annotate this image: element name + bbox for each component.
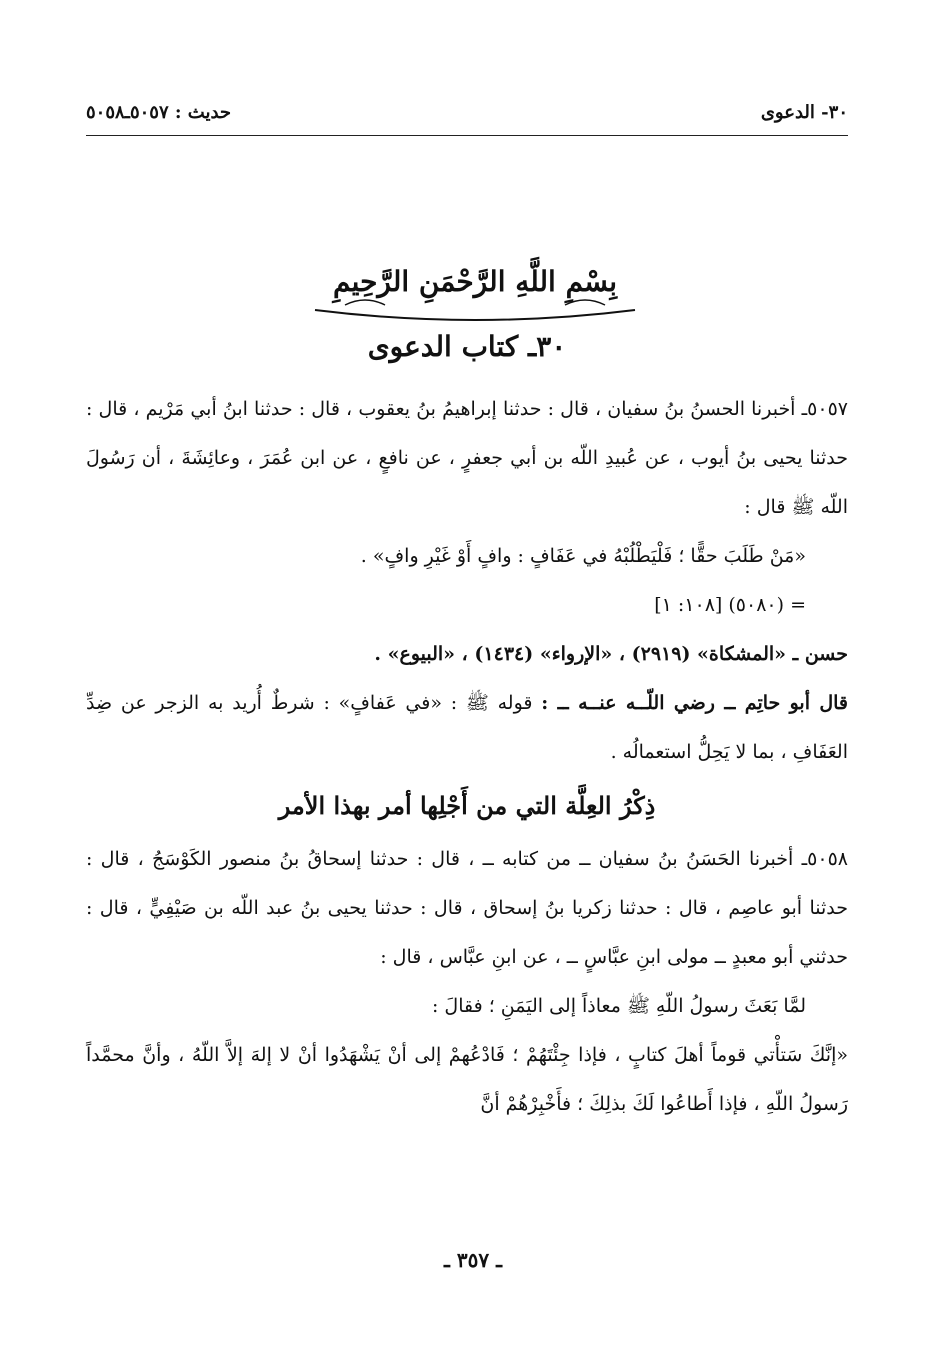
comment-author: قال أبو حاتِم ــ رضي اللّــه عنــه ــ : <box>541 692 849 714</box>
page-number: ـ ٣٥٧ ـ <box>444 1248 502 1272</box>
section-heading: ذِكْرُ العِلَّة التي من أَجْلِها أمر بهذا الأمر <box>278 791 656 820</box>
header-divider <box>86 135 848 136</box>
hadith-5057-isnad: ٥٠٥٧ـ أخبرنا الحسنُ بنُ سفيان ، قال : حدثنا إبراهيمُ بنُ يعقوب ، قال : حدثنا ابنُ أبي مَرْيم ، قال : حدثنا يحيى بنُ أيوب ، عن عُبيدِ اللّه بن أبي جعفرٍ ، عن نافعٍ ، عن ابن عُمَرَ ، وعائِشَةَ ، أن رَسُولَ اللّه ﷺ قال : <box>86 398 848 518</box>
header-hadith-range: حديث : ٥٠٥٧ـ٥٠٥٨ <box>86 101 232 123</box>
hadith-5057-comment <box>86 679 848 777</box>
book-title: ٣٠ـ كتاب الدعوى <box>367 330 567 363</box>
comment-text: قوله ﷺ : «في عَفافٍ» : شرطٌ أُريد به الزجر عن ضِدِّ العَفَافِ ، بما لا يَحِلُّ استعمالُه . <box>86 692 848 763</box>
basmala-ornament <box>305 255 645 325</box>
header-chapter: ٣٠- الدعوى <box>760 101 848 123</box>
hadith-5057-grading: حسن ـ «المشكاة» (٢٩١٩) ، «الإرواء» (١٤٣٤) ، «البيوع» . <box>374 643 848 665</box>
hadith-5057-reference: = (٥٠٨٠) [١٠٨: ١] <box>654 594 806 616</box>
hadith-5058-matn: «إنَّكَ سَتأْتي قوماً أهلَ كتابٍ ، فإذا جِئْتَهُمْ ؛ فَادْعُهمْ إلى أنْ يَشْهَدُوا أنْ لا إلهَ إلاَّ اللّهُ ، وأنَّ محمَّداً رَسولُ اللّهِ ، فإذا أَطاعُوا لَكَ بذلِكَ ؛ فأَخْبِرْهُمْ أنَّ <box>86 1044 848 1115</box>
hadith-5058-intro: لمَّا بَعَثَ رسولُ اللّهِ ﷺ معاذاً إلى اليَمَنِ ؛ فقالَ : <box>431 995 806 1017</box>
hadith-5057-matn: «مَنْ طَلَبَ حقًّا ؛ فَلْيَطْلُبْهُ في عَفَافٍ : وافٍ أَوْ غَيْرِ وافٍ» . <box>360 545 806 567</box>
page-body <box>86 385 848 1129</box>
running-header <box>86 95 848 129</box>
basmala-text: بِسْمِ اللَّهِ الرَّحْمَنِ الرَّحِيمِ <box>333 265 617 298</box>
hadith-5058-isnad: ٥٠٥٨ـ أخبرنا الحَسَنُ بنُ سفيان ــ من كتابه ــ ، قال : حدثنا إسحاقُ بنُ منصور الكَوْسَجُ ، قال : حدثنا أبو عاصِم ، قال : حدثنا زكريا بنُ إسحاق ، قال : حدثنا يحيى بنُ عبد اللّه بن صَيْفِيٍّ ، قال : حدثني أبو معبدٍ ــ مولى ابنِ عبَّاسٍ ــ ، عن ابنِ عبَّاس ، قال : <box>86 848 848 968</box>
